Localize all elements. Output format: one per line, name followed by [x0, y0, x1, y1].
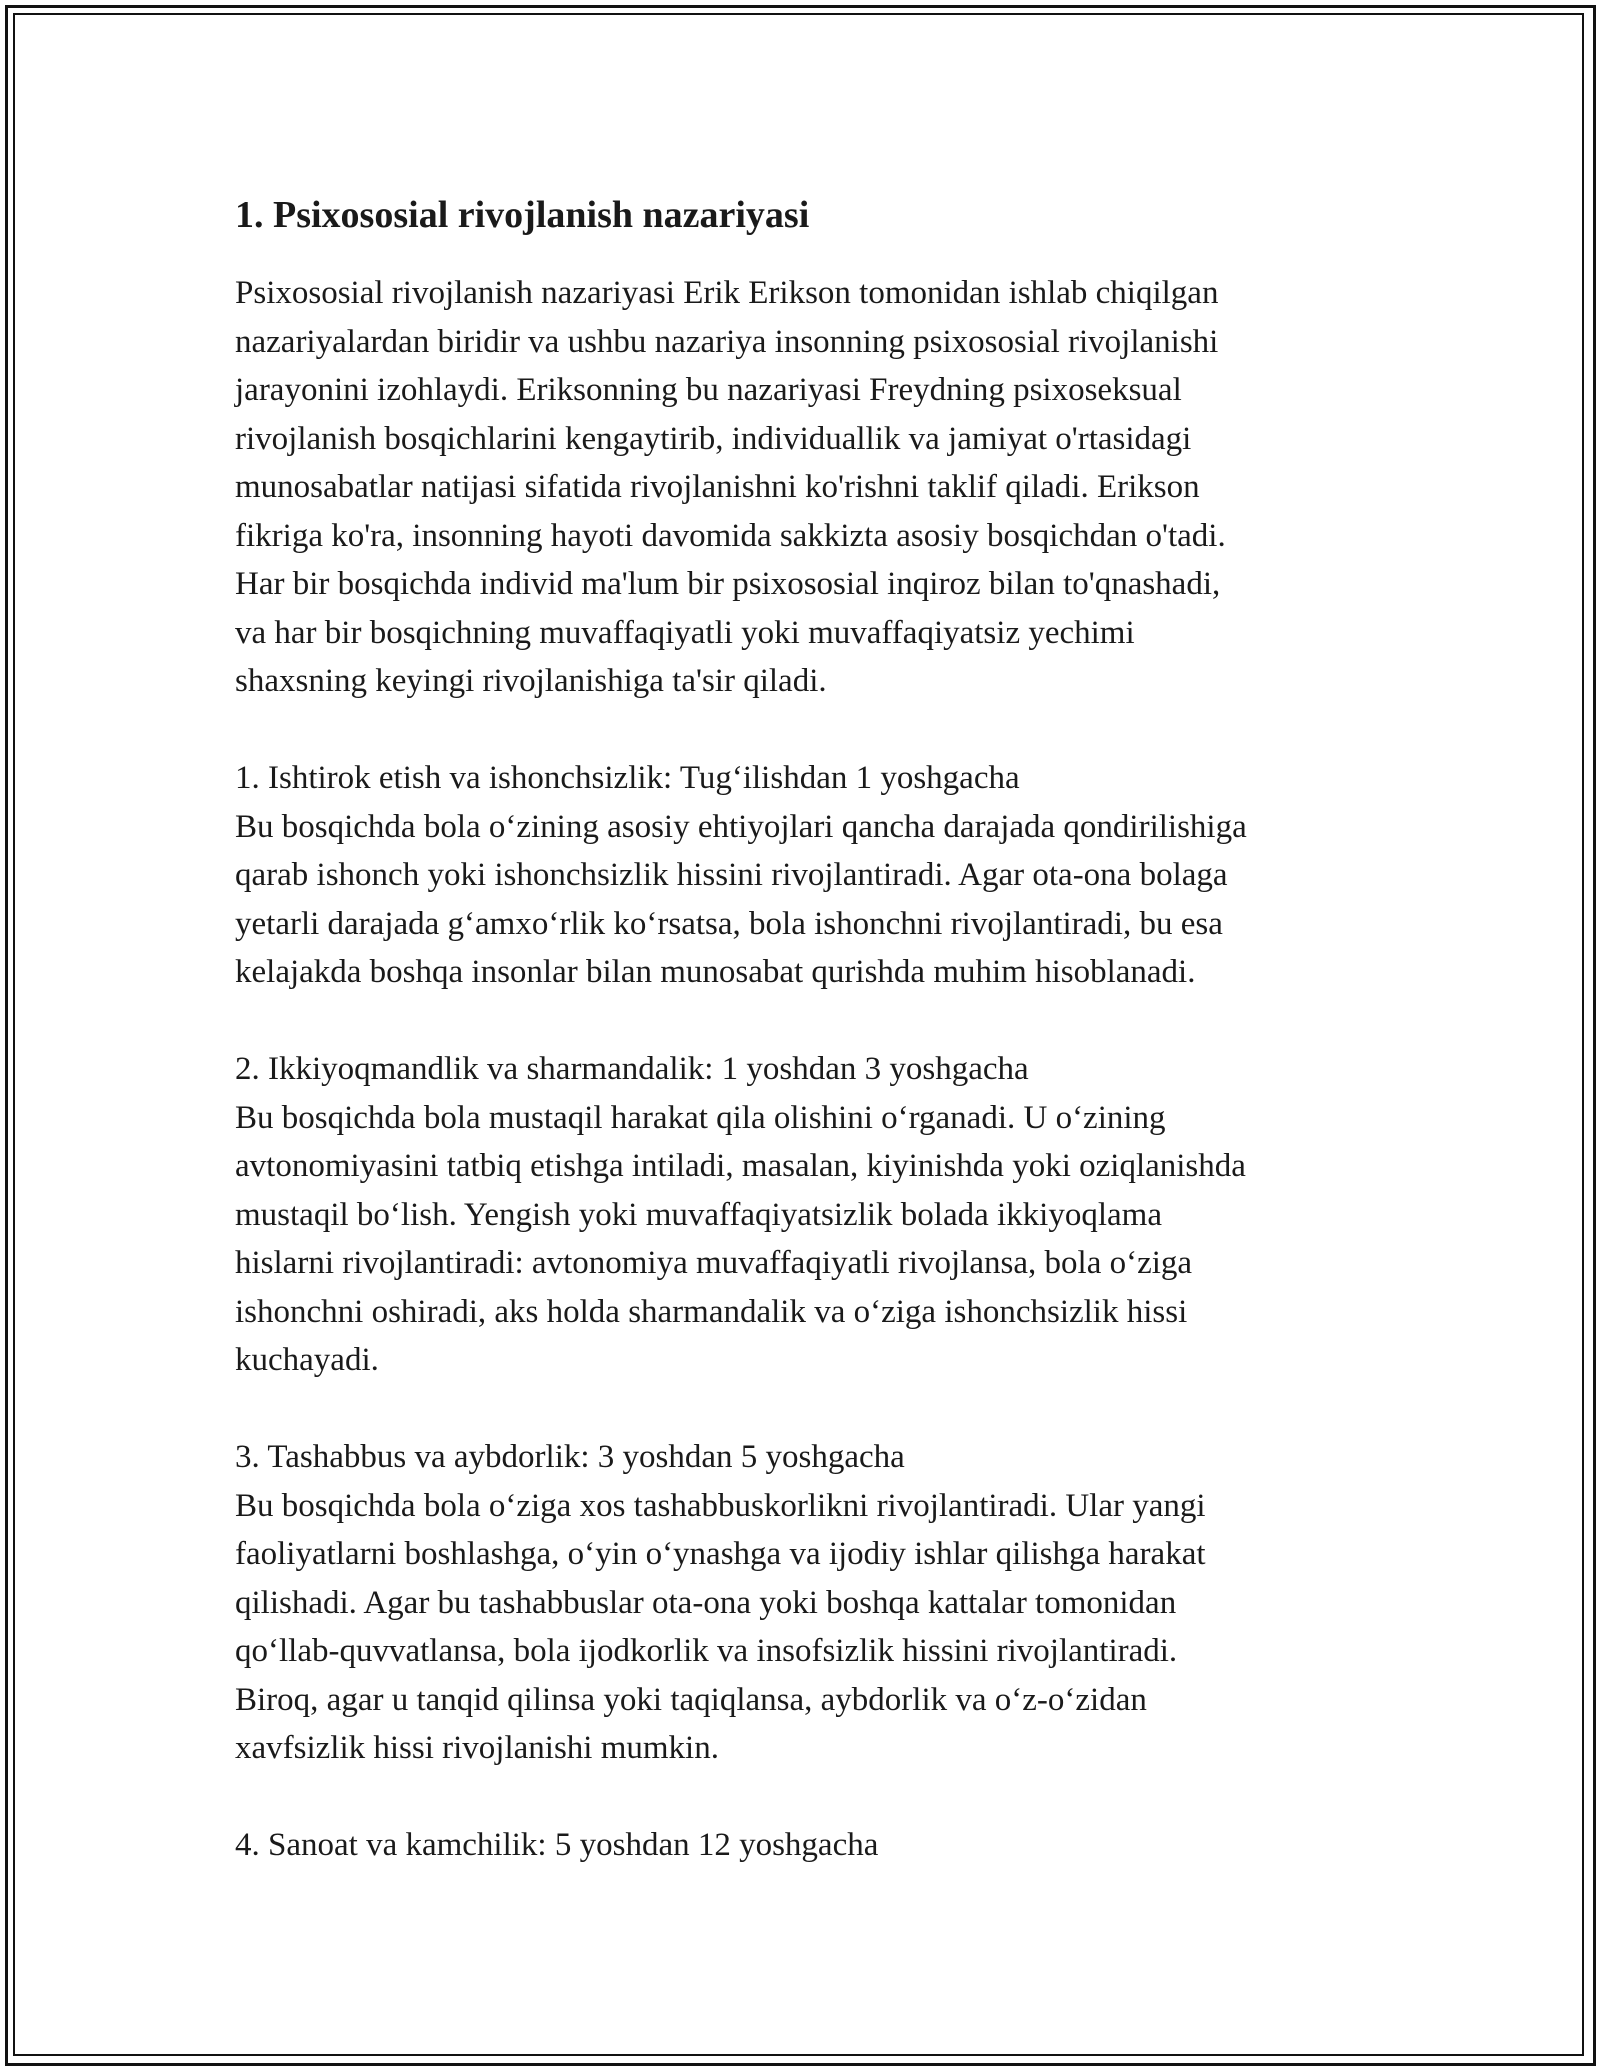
stage-section-3: [235, 1433, 1385, 1773]
stage-section-1: [235, 754, 1385, 997]
stage-title: 2. Ikkiyoqmandlik va sharmandalik: 1 yoshdan 3 yoshgacha: [235, 1051, 1029, 1087]
document-body: [235, 187, 1385, 1870]
stage-title: 4. Sanoat va kamchilik: 5 yoshdan 12 yoshgacha: [235, 1827, 879, 1863]
stage-section-4: [235, 1821, 1385, 1870]
stage-title: 1. Ishtirok etish va ishonchsizlik: Tug‘ilishdan 1 yoshgacha: [235, 760, 1020, 796]
stage-text: Bu bosqichda bola o‘zining asosiy ehtiyojlari qancha darajada qondirilishiga qarab ishonch yoki ishonchsizlik hissini rivojlantiradi. Agar ota-ona bolaga yetarli darajada g‘amxo‘rlik ko‘rsatsa, bola ishonchni rivojlantiradi, bu esa kelajakda boshqa insonlar bilan munosabat qurishda muhim hisoblanadi.: [235, 808, 1247, 990]
stage-title: 3. Tashabbus va aybdorlik: 3 yoshdan 5 yoshgacha: [235, 1439, 905, 1475]
stage-text: Bu bosqichda bola mustaqil harakat qila olishini o‘rganadi. U o‘zining avtonomiyasini tatbiq etishga intiladi, masalan, kiyinishda yoki oziqlanishda mustaqil bo‘lish. Yengish yoki muvaffaqiyatsizlik bolada ikkiyoqlama hislarni rivojlantiradi: avtonomiya muvaffaqiyatli rivojlansa, bola o‘ziga ishonchni oshiradi, aks holda sharmandalik va o‘ziga ishonchsizlik hissi kuchayadi.: [235, 1099, 1246, 1378]
stage-section-2: [235, 1045, 1385, 1385]
stage-text: Bu bosqichda bola o‘ziga xos tashabbuskorlikni rivojlantiradi. Ular yangi faoliyatlarni boshlashga, o‘yin o‘ynashga va ijodiy ishlar qilishga harakat qilishadi. Agar bu tashabbuslar ota-ona yoki boshqa kattalar tomonidan qo‘llab-quvvatlansa, bola ijodkorlik va insofsizlik hissini rivojlantiradi. Biroq, agar u tanqid qilinsa yoki taqiqlansa, aybdorlik va o‘z-o‘zidan xavfsizlik hissi rivojlanishi mumkin.: [235, 1487, 1206, 1766]
intro-paragraph: Psixososial rivojlanish nazariyasi Erik Erikson tomonidan ishlab chiqilgan nazariyalardan biridir va ushbu nazariya insonning psixososial rivojlanishi jarayonini izohlaydi. Eriksonning bu nazariyasi Freydning psixoseksual rivojlanish bosqichlarini kengaytirib, individuallik va jamiyat o'rtasidagi munosabatlar natijasi sifatida rivojlanishni ko'rishni taklif qiladi. Erikson fikriga ko'ra, insonning hayoti davomida sakkizta asosiy bosqichdan o'tadi. Har bir bosqichda individ ma'lum bir psixososial inqiroz bilan to'qnashadi, va har bir bosqichning muvaffaqiyatli yoki muvaffaqiyatsiz yechimi shaxsning keyingi rivojlanishiga ta'sir qiladi.: [235, 275, 1226, 699]
document-heading: 1. Psixososial rivojlanish nazariyasi: [235, 194, 810, 236]
